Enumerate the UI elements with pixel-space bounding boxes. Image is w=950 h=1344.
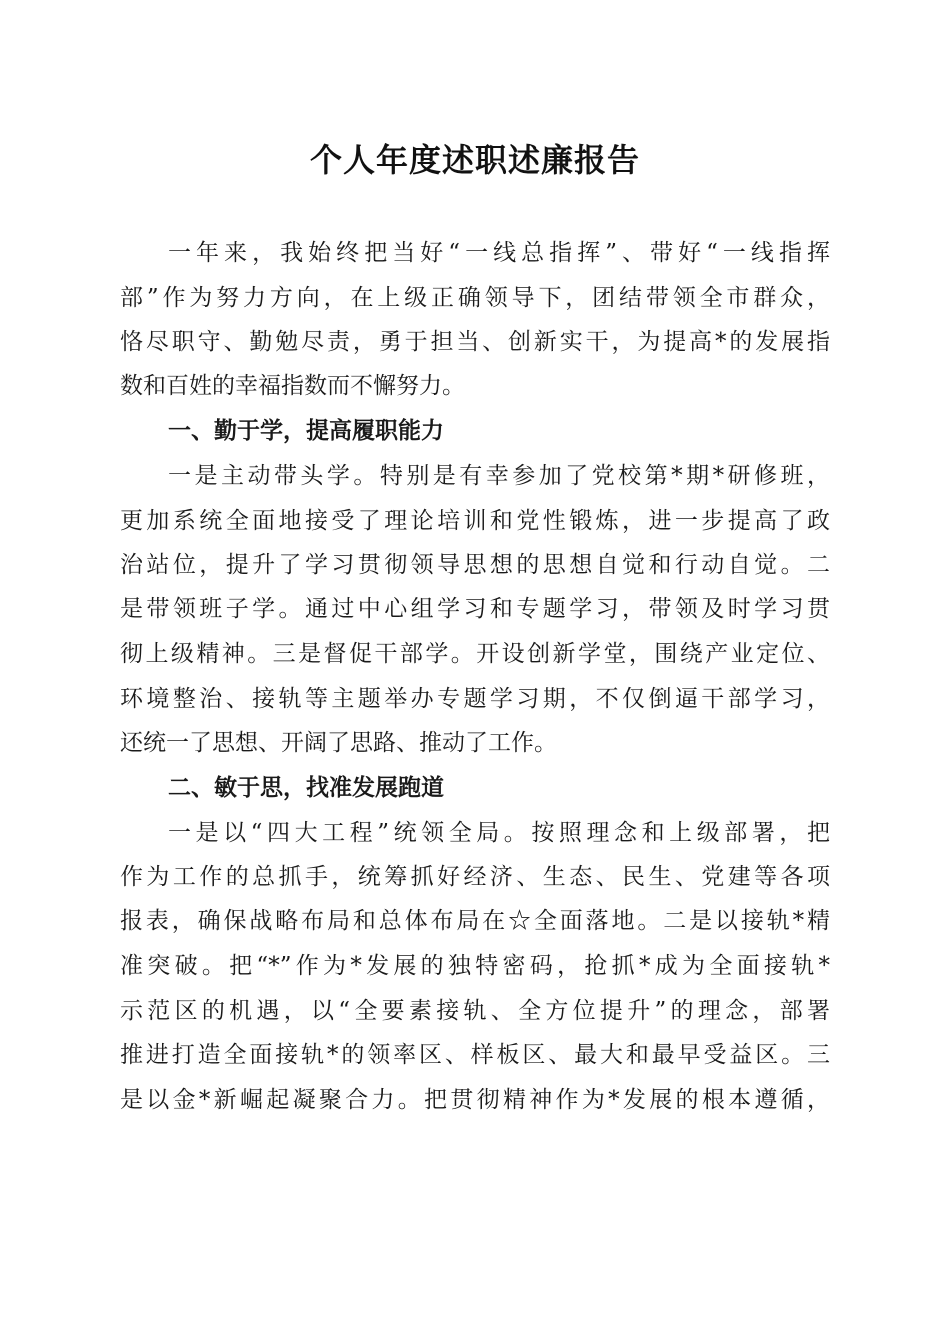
document-title: 个人年度述职述廉报告	[309, 141, 640, 179]
paragraph-line: 数和百姓的幸福指数而不懈努力。	[120, 373, 465, 399]
paragraph-line: 是带领班子学。通过中心组学习和专题学习，带领及时学习贯	[120, 596, 830, 622]
paragraph-line: 一年来，我始终把当好“一线总指挥”、带好“一线指挥	[168, 240, 830, 266]
paragraph-line: 一是主动带头学。特别是有幸参加了党校第*期*研修班，	[168, 463, 831, 489]
paragraph-line: 是以金*新崛起凝聚合力。把贯彻精神作为*发展的根本遵循，	[120, 1087, 830, 1113]
paragraph-line: 报表，确保战略布局和总体布局在☆全面落地。二是以接轨*精	[120, 908, 830, 934]
section-heading: 二、敏于思，找准发展跑道	[168, 775, 444, 801]
paragraph-line: 一是以“四大工程”统领全局。按照理念和上级部署，把	[168, 820, 830, 846]
paragraph-line: 彻上级精神。三是督促干部学。开设创新学堂，围绕产业定位、	[120, 641, 830, 667]
paragraph-line: 治站位，提升了学习贯彻领导思想的思想自觉和行动自觉。二	[120, 552, 830, 578]
paragraph-line: 环境整治、接轨等主题举办专题学习期，不仅倒逼干部学习，	[120, 686, 830, 712]
paragraph-line: 作为工作的总抓手，统筹抓好经济、生态、民生、党建等各项	[120, 864, 830, 890]
paragraph-line: 示范区的机遇，以“全要素接轨、全方位提升”的理念，部署	[120, 998, 830, 1024]
paragraph-line: 部”作为努力方向，在上级正确领导下，团结带领全市群众，	[120, 285, 830, 311]
paragraph-line: 还统一了思想、开阔了思路、推动了工作。	[120, 730, 557, 756]
paragraph-line: 恪尽职守、勤勉尽责，勇于担当、创新实干，为提高*的发展指	[120, 329, 830, 355]
section-heading: 一、勤于学，提高履职能力	[168, 418, 444, 444]
paragraph-line: 推进打造全面接轨*的领率区、样板区、最大和最早受益区。三	[120, 1042, 830, 1068]
paragraph-line: 准突破。把“*”作为*发展的独特密码，抢抓*成为全面接轨*	[120, 953, 830, 979]
paragraph-line: 更加系统全面地接受了理论培训和党性锻炼，进一步提高了政	[120, 508, 830, 534]
